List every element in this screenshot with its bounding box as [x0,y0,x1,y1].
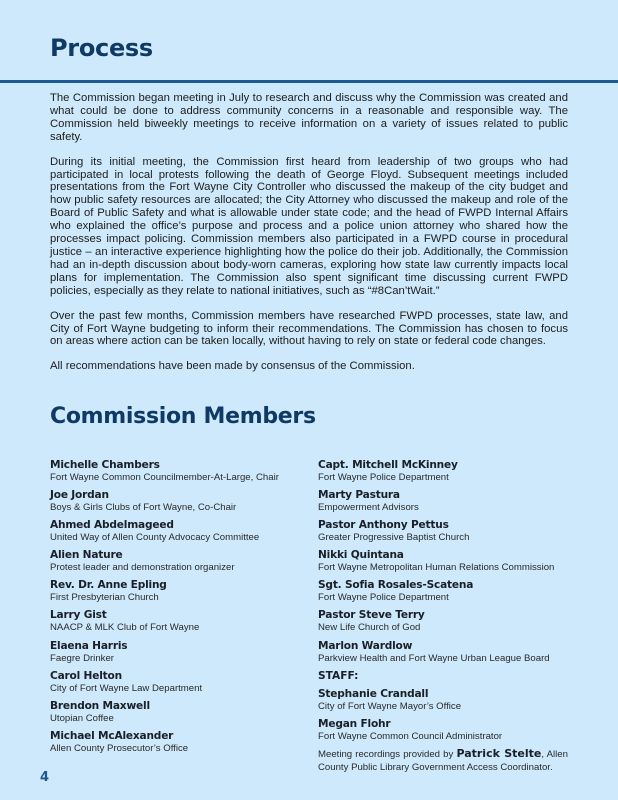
member-name: Michael McAlexander [50,729,174,742]
member-org: NAACP & MLK Club of Fort Wayne [50,622,200,634]
member-name: Elaena Harris [50,639,128,652]
member-org: Fort Wayne Metropolitan Human Relations Commission [318,562,555,574]
member-name: Pastor Anthony Pettus [318,519,449,532]
members-column-left [50,459,305,760]
member-entry [50,519,305,544]
staff-name: Megan Flohr [318,718,391,731]
member-org: Boys & Girls Clubs of Fort Wayne, Co-Chair [50,502,237,514]
member-entry [50,609,305,634]
member-org: Empowerment Advisors [318,502,419,514]
member-entry [318,489,568,514]
member-entry [318,609,568,634]
member-org: Faegre Drinker [50,652,114,664]
member-entry [50,640,305,665]
section-divider [0,80,618,83]
member-entry [50,670,305,695]
member-name: Pastor Steve Terry [318,609,425,622]
member-name: Marty Pastura [318,489,400,502]
member-org: Protest leader and demonstration organizer [50,562,235,574]
members-column-right [318,459,568,774]
member-name: Capt. Mitchell McKinney [318,459,458,471]
member-entry [318,519,568,544]
member-entry [50,730,305,755]
member-org: United Way of Allen County Advocacy Committee [50,532,260,544]
member-org: Greater Progressive Baptist Church [318,532,470,544]
process-paragraph: During its initial meeting, the Commission first heard from leadership of two groups who had participated in local protests following the death of George Floyd. Subsequent meetings included presentations from the Fort Wayne City Controller who discussed the makeup of the city budget and how public safety resources are allocated; the City Attorney who discussed the makeup and role of the Board of Public Safety and what is allowable under state code; and the head of FWPD Internal Affairs who explained the office’s purpose and process and a police union attorney who shared how the processes impact policing. Commission members also participated in a FWPD course in procedural justice – an interactive experience highlighting how the police do their job. Additionally, the Commission had an in-depth discussion about body-worn cameras, exploring how state law currently impacts local plans for implementation. The Commission also spent significant time discussing current FWPD policies, especially as they relate to national initiatives, such as “#8Can’tWait.” [50,155,568,297]
member-name: Sgt. Sofia Rosales-Scatena [318,579,474,592]
staff-name: Stephanie Crandall [318,688,429,701]
member-org: First Presbyterian Church [50,592,159,604]
member-entry [318,549,568,574]
member-name: Ahmed Abdelmageed [50,519,174,532]
member-org: Fort Wayne Common Councilmember-At-Large, Chair [50,472,279,483]
process-paragraph: The Commission began meeting in July to research and discuss why the Commission was created and what could be done to address community concerns in a reasonable and responsible way. The Commission held biweekly meetings to receive information on a variety of issues related to public safety. [50,92,568,143]
member-name: Alien Nature [50,549,123,562]
member-name: Nikki Quintana [318,549,404,562]
member-org: Allen County Prosecutor’s Office [50,742,189,754]
member-entry [50,489,305,514]
member-org: Fort Wayne Police Department [318,592,449,604]
member-name: Marlon Wardlow [318,639,413,652]
member-entry [50,700,305,725]
member-name: Brendon Maxwell [50,699,150,712]
member-name: Joe Jordan [50,489,109,502]
member-name: Carol Helton [50,669,122,682]
member-entry [318,459,568,484]
commission-members-title: Commission Members [50,404,316,429]
member-entry [50,549,305,574]
staff-entry [318,688,568,713]
credit-suffix: , Allen County Public Library Government Access Coordinator. [318,749,568,773]
staff-label: STAFF: [318,669,359,682]
member-entry [50,579,305,604]
staff-entry [318,718,568,743]
process-paragraph: Over the past few months, Commission members have researched FWPD processes, state law, and City of Fort Wayne budgeting to inform their recommendations. The Commission has chosen to focus on areas where action can be taken locally, without having to rely on state or federal code changes. [50,309,568,348]
process-paragraph: All recommendations have been made by consensus of the Commission. [50,360,415,373]
member-name: Michelle Chambers [50,459,160,471]
member-org: City of Fort Wayne Law Department [50,682,203,694]
recording-credit [318,748,568,773]
staff-org: Fort Wayne Common Council Administrator [318,731,503,743]
page-title: Process [50,34,153,62]
member-entry [318,579,568,604]
process-body [50,92,568,385]
member-name: Larry Gist [50,609,107,622]
member-entry [50,459,305,484]
credit-name: Patrick Stelte [456,747,542,761]
credit-prefix: Meeting recordings provided by [318,749,457,761]
member-org: Utopian Coffee [50,712,114,724]
member-org: New Life Church of God [318,622,421,634]
page-number: 4 [40,770,50,785]
member-org: Fort Wayne Police Department [318,472,449,483]
member-entry [318,640,568,665]
member-name: Rev. Dr. Anne Epling [50,579,167,592]
member-org: Parkview Health and Fort Wayne Urban League Board [318,652,550,664]
staff-org: City of Fort Wayne Mayor’s Office [318,701,462,713]
